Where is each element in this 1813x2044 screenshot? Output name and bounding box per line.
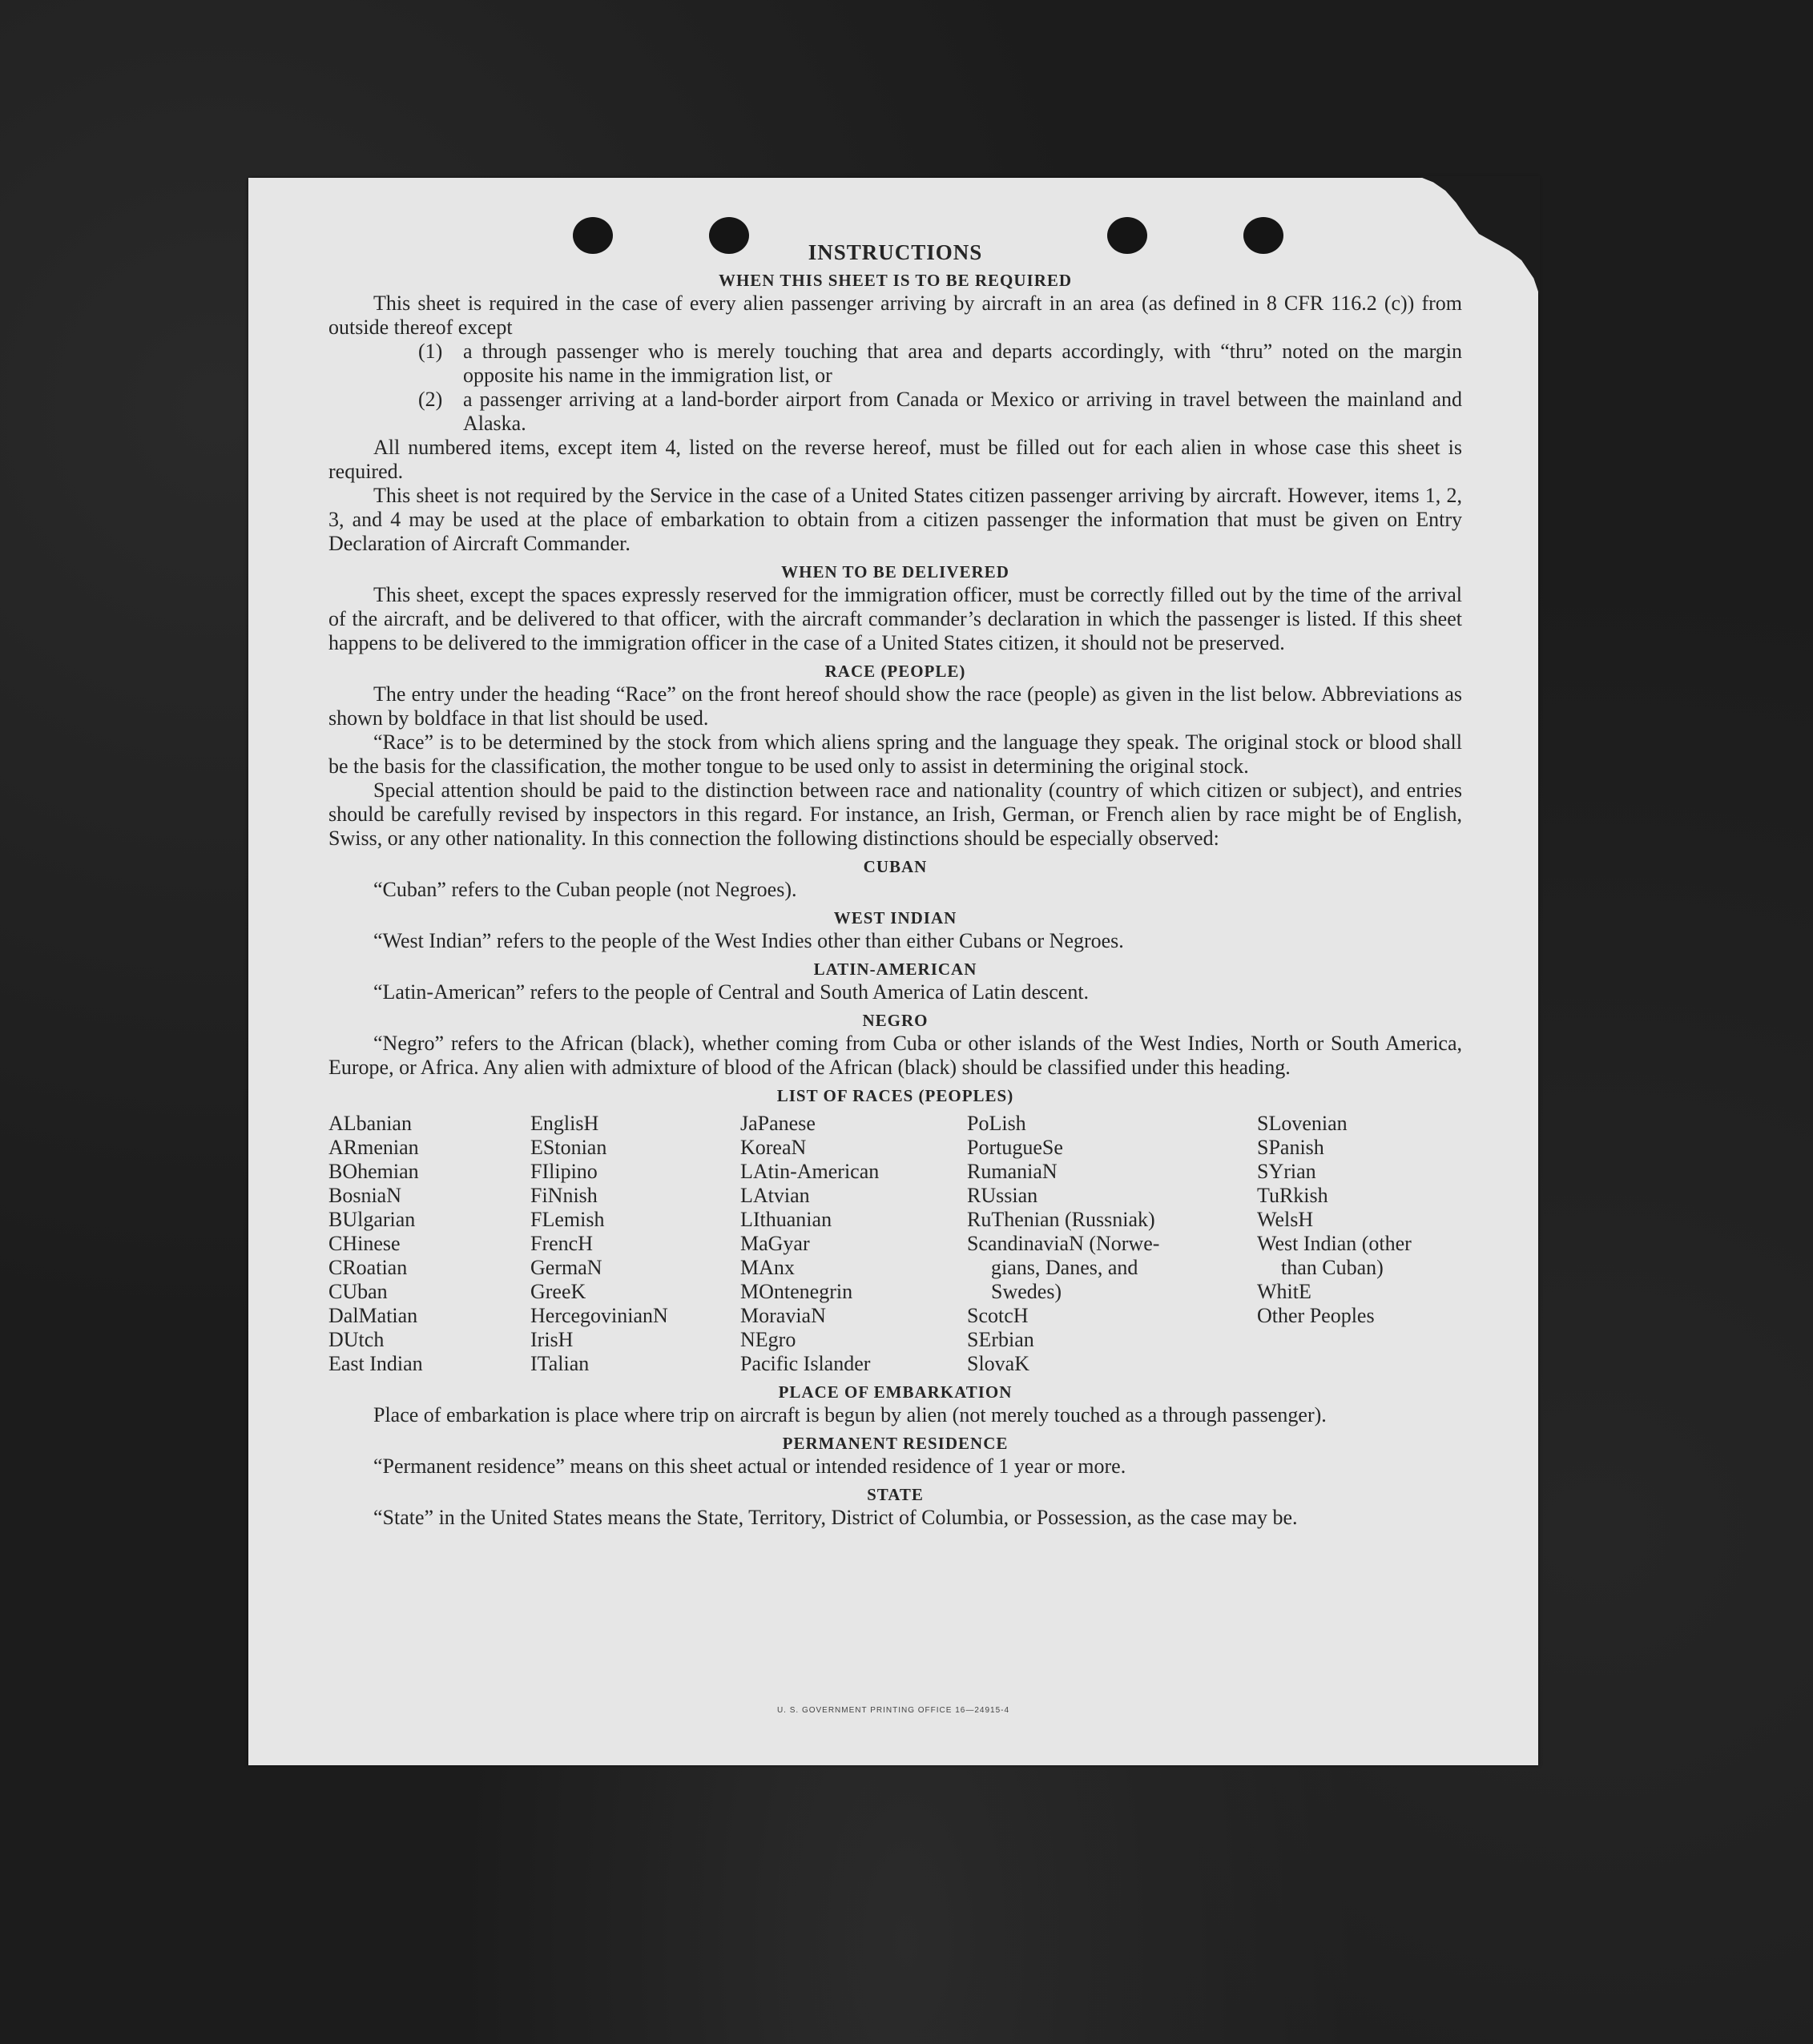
exception-item-2 bbox=[328, 388, 1462, 436]
heading-negro: NEGRO bbox=[862, 1011, 929, 1030]
race-entry: NEgro bbox=[740, 1328, 796, 1351]
race-entry: GreeK bbox=[530, 1280, 586, 1303]
race-entry: LAtvian bbox=[740, 1184, 810, 1207]
paragraph: “State” in the United States means the State, Territory, District of Columbia, or Possession, as the case may be. bbox=[373, 1506, 1298, 1529]
race-entry: FLemish bbox=[530, 1208, 605, 1231]
races-column bbox=[740, 1112, 967, 1376]
race-entry: PortugueSe bbox=[967, 1136, 1063, 1159]
printer-imprint: U. S. GOVERNMENT PRINTING OFFICE 16—24915-4 bbox=[776, 1706, 1010, 1715]
heading-residence: PERMANENT RESIDENCE bbox=[782, 1434, 1009, 1453]
race-entry: MaGyar bbox=[740, 1232, 810, 1255]
race-entry: RUssian bbox=[967, 1184, 1038, 1207]
item-number: (1) bbox=[418, 340, 443, 363]
race-entry: BOhemian bbox=[328, 1160, 419, 1183]
paragraph: “West Indian” refers to the people of the West Indies other than either Cubans or Negroes. bbox=[373, 929, 1124, 952]
race-entry: FiNnish bbox=[530, 1184, 598, 1207]
race-entry: CRoatian bbox=[328, 1256, 408, 1279]
race-entry: ScotcH bbox=[967, 1304, 1029, 1327]
heading-when-required: WHEN THIS SHEET IS TO BE REQUIRED bbox=[718, 271, 1073, 290]
race-entry: RumaniaN bbox=[967, 1160, 1058, 1183]
race-entry: IrisH bbox=[530, 1328, 574, 1351]
race-entry: MOntenegrin bbox=[740, 1280, 853, 1303]
race-entry: FIlipino bbox=[530, 1160, 598, 1183]
race-entry: LAtin-American bbox=[740, 1160, 880, 1183]
race-entry: FrencH bbox=[530, 1232, 593, 1255]
races-column bbox=[1257, 1112, 1462, 1376]
page-title: INSTRUCTIONS bbox=[808, 240, 983, 264]
race-entry: SYrian bbox=[1257, 1160, 1316, 1183]
heading-state: STATE bbox=[867, 1485, 924, 1504]
paragraph: Special attention should be paid to the distinction between race and nationality (country of which citizen or subject), and entries should be carefully revised by inspectors in this regard. For instance, an Irish, German, or French alien by race might be of English, Swiss, or any other nationality. In this connection the following distinctions should be especially observed: bbox=[328, 779, 1462, 850]
heading-west-indian: WEST INDIAN bbox=[833, 908, 957, 927]
heading-latin-american: LATIN-AMERICAN bbox=[813, 960, 977, 979]
race-entry: MoraviaN bbox=[740, 1304, 826, 1327]
heading-when-delivered: WHEN TO BE DELIVERED bbox=[781, 562, 1009, 581]
race-entry: MAnx bbox=[740, 1256, 795, 1279]
race-entry: RuThenian (Russniak) bbox=[967, 1208, 1155, 1231]
paragraph: “Negro” refers to the African (black), whether coming from Cuba or other islands of the West Indies, North or South America, Europe, or Africa. Any alien with admixture of blood of the African (black) should be classified under this heading. bbox=[328, 1032, 1462, 1079]
heading-list-of-races: LIST OF RACES (PEOPLES) bbox=[776, 1086, 1014, 1105]
race-entry-continued: Swedes) bbox=[991, 1280, 1062, 1303]
race-entry: SLovenian bbox=[1257, 1112, 1348, 1135]
race-entry: DalMatian bbox=[328, 1304, 418, 1327]
race-entry: PoLish bbox=[967, 1112, 1026, 1135]
paragraph: “Permanent residence” means on this sheet actual or intended residence of 1 year or more. bbox=[373, 1455, 1126, 1478]
item-number: (2) bbox=[418, 388, 443, 411]
race-entry: KoreaN bbox=[740, 1136, 807, 1159]
race-entry: ARmenian bbox=[328, 1136, 419, 1159]
item-text: a through passenger who is merely touching that area and departs accordingly, with “thru” noted on the margin opposite his name in the immigration list, or bbox=[463, 340, 1462, 387]
race-entry: Other Peoples bbox=[1257, 1304, 1375, 1327]
heading-cuban: CUBAN bbox=[863, 857, 928, 876]
paragraph: “Race” is to be determined by the stock from which aliens spring and the language they speak. The original stock or blood shall be the basis for the classification, the mother tongue to be used only to assist in determining the original stock. bbox=[328, 730, 1462, 778]
race-entry: West Indian (other bbox=[1257, 1232, 1412, 1255]
paragraph: This sheet is required in the case of every alien passenger arriving by aircraft in an area (as defined in 8 CFR 116.2 (c)) from outside thereof except bbox=[328, 292, 1462, 339]
paragraph: “Cuban” refers to the Cuban people (not Negroes). bbox=[373, 878, 797, 901]
race-entry: ScandinaviaN (Norwe- bbox=[967, 1232, 1160, 1255]
paragraph: This sheet, except the spaces expressly reserved for the immigration officer, must be correctly filled out by the time of the arrival of the aircraft, and be delivered to that officer, with the aircraft commander’s declaration in which the passenger is listed. If this sheet happens to be delivered to the immigration officer in the case of a United States citizen, it should not be preserved. bbox=[328, 583, 1462, 654]
race-entry: SPanish bbox=[1257, 1136, 1324, 1159]
paragraph: This sheet is not required by the Service in the case of a United States citizen passenger arriving by aircraft. However, items 1, 2, 3, and 4 may be used at the place of embarkation to obtain from a citizen passenger the information that must be given on Entry Declaration of Aircraft Commander. bbox=[328, 484, 1462, 555]
race-entry: JaPanese bbox=[740, 1112, 816, 1135]
race-entry: EStonian bbox=[530, 1136, 607, 1159]
document-page bbox=[248, 178, 1538, 1765]
item-text: a passenger arriving at a land-border airport from Canada or Mexico or arriving in travel between the mainland and Alaska. bbox=[463, 388, 1462, 435]
race-entry: GermaN bbox=[530, 1256, 602, 1279]
paragraph: Place of embarkation is place where trip on aircraft is begun by alien (not merely touched as a through passenger). bbox=[373, 1403, 1327, 1426]
race-entry: Pacific Islander bbox=[740, 1352, 871, 1375]
race-entry: CUban bbox=[328, 1280, 388, 1303]
race-entry: TuRkish bbox=[1257, 1184, 1328, 1207]
races-column bbox=[530, 1112, 740, 1376]
race-entry: East Indian bbox=[328, 1352, 423, 1375]
exception-item-1 bbox=[328, 340, 1462, 388]
race-entry: EnglisH bbox=[530, 1112, 599, 1135]
paragraph: All numbered items, except item 4, listed on the reverse hereof, must be filled out for each alien in whose case this sheet is required. bbox=[328, 436, 1462, 483]
race-entry-continued: gians, Danes, and bbox=[991, 1256, 1138, 1279]
race-entry: WelsH bbox=[1257, 1208, 1314, 1231]
heading-embarkation: PLACE OF EMBARKATION bbox=[778, 1382, 1013, 1402]
paragraph: The entry under the heading “Race” on the front hereof should show the race (people) as given in the list below. Abbreviations as shown by boldface in that list should be used. bbox=[328, 682, 1462, 730]
race-entry: WhitE bbox=[1257, 1280, 1311, 1303]
race-entry: SlovaK bbox=[967, 1352, 1029, 1375]
race-entry: HercegovinianN bbox=[530, 1304, 668, 1327]
races-table bbox=[328, 1112, 1462, 1376]
race-entry: SErbian bbox=[967, 1328, 1034, 1351]
race-entry: LIthuanian bbox=[740, 1208, 832, 1231]
race-entry: BUlgarian bbox=[328, 1208, 416, 1231]
paragraph: “Latin-American” refers to the people of Central and South America of Latin descent. bbox=[373, 980, 1090, 1004]
race-entry-continued: than Cuban) bbox=[1281, 1256, 1384, 1279]
race-entry: ITalian bbox=[530, 1352, 590, 1375]
race-entry: BosniaN bbox=[328, 1184, 401, 1207]
races-column bbox=[328, 1112, 530, 1376]
race-entry: DUtch bbox=[328, 1328, 385, 1351]
race-entry: CHinese bbox=[328, 1232, 401, 1255]
race-entry: ALbanian bbox=[328, 1112, 412, 1135]
heading-race: RACE (PEOPLE) bbox=[824, 662, 966, 681]
instructions-body bbox=[328, 240, 1462, 1530]
races-column bbox=[967, 1112, 1257, 1376]
